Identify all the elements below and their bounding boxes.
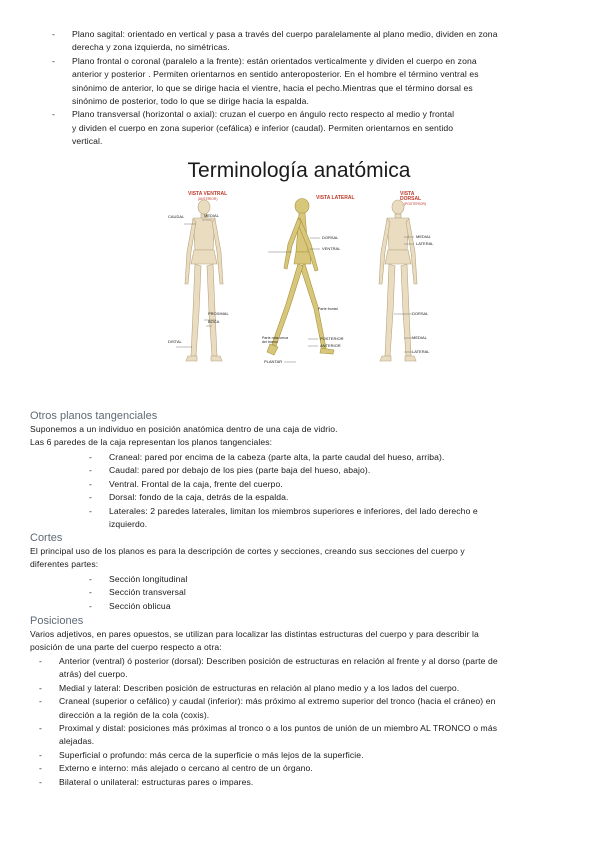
- text-line: Superficial o profundo: más cerca de la superficie o más lejos de la superficie.: [59, 749, 364, 760]
- text-line: anterior y posterior . Permiten orientarnos en sentido anteroposterior. En el hombre el término ventral es: [72, 69, 479, 80]
- text-line: Plano transversal (horizontal o axial): cruzan el cuerpo en ángulo recto respecto al medio y frontal: [72, 109, 455, 120]
- text-line: posición de una parte del cuerpo respecto a otra:: [30, 642, 222, 653]
- planes-list: [52, 28, 572, 149]
- text-line: Caudal: pared por debajo de los pies (parte baja del hueso, abajo).: [109, 465, 371, 476]
- label-caudal: CAUDAL: [168, 214, 185, 219]
- text-line: Sección longitudinal: [109, 574, 188, 584]
- view-label-title: VISTA LATERAL: [316, 195, 355, 201]
- list-item: [39, 762, 579, 775]
- bullet-dash: -: [89, 452, 92, 462]
- bullet-dash: -: [89, 574, 92, 584]
- list-item: [39, 655, 579, 682]
- label-medial-right: MEDIAL: [416, 234, 431, 239]
- view-label-dorsal: [400, 192, 430, 207]
- text-line: Plano frontal o coronal (paralelo a la frente): están orientados verticalmente y dividen el cuerpo en zona: [72, 55, 477, 66]
- list-item: [39, 776, 579, 789]
- view-label-title: VISTA DORSAL: [400, 191, 422, 202]
- label-lateral-right: LATERAL: [416, 241, 434, 246]
- label-ventral: VENTRAL: [322, 246, 341, 251]
- bullet-dash: -: [39, 656, 42, 666]
- text-line: sinónimo de anterior, lo que se dirige hacia el vientre, hacia el pecho.Mientras que el término dorsal es: [72, 82, 473, 93]
- label-lateral-lower: LATERAL: [412, 349, 430, 354]
- text-line: diferentes partes:: [30, 559, 99, 570]
- list-item: [39, 682, 579, 695]
- text-line: y dividen el cuerpo en zona superior (cefálica) e inferior (caudal). Permiten orientarnos en sentido: [72, 122, 454, 133]
- bullet-dash: -: [89, 465, 92, 476]
- bullet-dash: -: [89, 600, 92, 611]
- text-line: dirección a la región de la cola (coxis).: [59, 709, 210, 720]
- text-line: Varios adjetivos, en pares opuestos, se utilizan para localizar las distintas estructuras del cuerpo y para describir la: [30, 629, 479, 639]
- text-line: Bilateral o unilateral: estructuras pares o impares.: [59, 776, 254, 787]
- text-line: Externo e interno: más alejado o cercano al centro de un órgano.: [59, 763, 313, 774]
- view-label-sub: (POSTERIOR): [403, 202, 427, 206]
- text-line: Ventral. Frontal de la caja, frente del cuerpo.: [109, 478, 283, 489]
- posiciones-list: [39, 655, 579, 789]
- list-item: [89, 505, 569, 532]
- bullet-dash: -: [89, 505, 92, 516]
- text-line: alejadas.: [59, 736, 95, 747]
- list-item-transversal: [52, 108, 572, 148]
- list-item: [39, 749, 579, 762]
- label-near-trunk: Parte más cerca del tronco: [262, 336, 289, 344]
- bullet-dash: -: [52, 55, 55, 66]
- label-boca: BOCA: [208, 319, 220, 324]
- section-heading-tangential: Otros planos tangenciales: [30, 410, 158, 422]
- bullet-dash: -: [89, 587, 92, 598]
- text-line: Dorsal: fondo de la caja, detrás de la espalda.: [109, 492, 289, 503]
- label-medial: MEDIAL: [204, 213, 219, 218]
- cortes-list: [89, 573, 409, 613]
- label-distal: DISTAL: [168, 339, 182, 344]
- text-line: El principal uso de los planos es para la descripción de cortes y secciones, creando sus secciones del cuerpo y: [30, 546, 465, 556]
- bullet-dash: -: [39, 696, 42, 707]
- text-line: Craneal: pared por encima de la cabeza (parte alta, la parte caudal del hueso, arriba).: [109, 452, 445, 462]
- label-anterior: ANTERIOR: [320, 343, 341, 348]
- bullet-dash: -: [52, 29, 55, 39]
- tangential-list: [89, 451, 569, 531]
- view-label-lateral: [316, 196, 355, 201]
- skeleton-lateral: [267, 199, 334, 356]
- label-plantar: PLANTAR: [264, 359, 283, 364]
- label-medial-lower: MEDIAL: [412, 335, 427, 340]
- label-posterior: POSTERIOR: [320, 336, 344, 341]
- cortes-intro: [30, 545, 580, 572]
- label-proximal: PROXIMAL: [208, 311, 229, 316]
- figure-title: Terminología anatómica: [187, 159, 411, 182]
- view-label-title: VISTA VENTRAL: [188, 191, 228, 197]
- bullet-dash: -: [39, 776, 42, 787]
- list-item: [89, 491, 569, 504]
- text-line: Medial y lateral: Describen posición de estructuras en relación al plano medio y a los lados del cuerpo.: [59, 682, 460, 693]
- list-item: [89, 464, 569, 477]
- text-line: atrás) del cuerpo.: [59, 669, 128, 680]
- view-label-ventral: [188, 192, 227, 202]
- list-item-frontal: [52, 55, 572, 109]
- text-line: Plano sagital: orientado en vertical y pasa a través del cuerpo paralelamente al plano medio, dividen en zona: [72, 29, 498, 39]
- list-item: [39, 722, 579, 749]
- bullet-dash: -: [39, 763, 42, 774]
- bullet-dash: -: [52, 109, 55, 120]
- bullet-dash: -: [39, 682, 42, 693]
- label-frontal-part: Parte frontal: [318, 307, 338, 311]
- text-line: Anterior (ventral) ó posterior (dorsal): Describen posición de estructuras en relación al frente y al dorso (parte de: [59, 656, 498, 666]
- text-line: Sección oblicua: [109, 600, 171, 611]
- bullet-dash: -: [39, 749, 42, 760]
- tangential-intro: [30, 423, 580, 450]
- text-line: Las 6 paredes de la caja representan los planos tangenciales:: [30, 437, 273, 448]
- skeletons-illustration: [168, 152, 430, 385]
- list-item: [89, 600, 409, 613]
- posiciones-intro: [30, 628, 580, 655]
- section-heading-posiciones: Posiciones: [30, 615, 84, 627]
- bullet-dash: -: [39, 723, 42, 734]
- text-line: sinónimo de posterior, todo lo que se dirige hacia la espalda.: [72, 96, 309, 107]
- list-item: [39, 695, 579, 722]
- bullet-dash: -: [89, 492, 92, 503]
- anatomical-terminology-figure: [168, 152, 434, 385]
- label-dorsal-right: DORSAL: [412, 311, 429, 316]
- text-line: derecha y zona izquierda, no simétricas.: [72, 42, 230, 53]
- view-label-sub: (ANTERIOR): [197, 197, 218, 201]
- text-line: Proximal y distal: posiciones más próximas al tronco o a los puntos de unión de un miembro AL TRONCO o más: [59, 723, 498, 734]
- list-item: [89, 586, 409, 599]
- text-line: vertical.: [72, 136, 103, 147]
- list-item: [89, 573, 409, 586]
- list-item: [89, 478, 569, 491]
- text-line: Suponemos a un individuo en posición anatómica dentro de una caja de vidrio.: [30, 424, 338, 434]
- section-heading-cortes: Cortes: [30, 532, 63, 544]
- text-line: Craneal (superior o cefálico) y caudal (inferior): más próximo al extremo superior del tronco (hacia el cráneo) en: [59, 696, 496, 707]
- list-item: [89, 451, 569, 464]
- label-dorsal: DORSAL: [322, 235, 339, 240]
- text-line: Sección transversal: [109, 587, 186, 598]
- text-line: izquierdo.: [109, 519, 148, 530]
- text-line: Laterales: 2 paredes laterales, limitan los miembros superiores e inferiores, del lado derecho e: [109, 505, 478, 516]
- list-item-sagital: [52, 28, 572, 55]
- bullet-dash: -: [89, 478, 92, 489]
